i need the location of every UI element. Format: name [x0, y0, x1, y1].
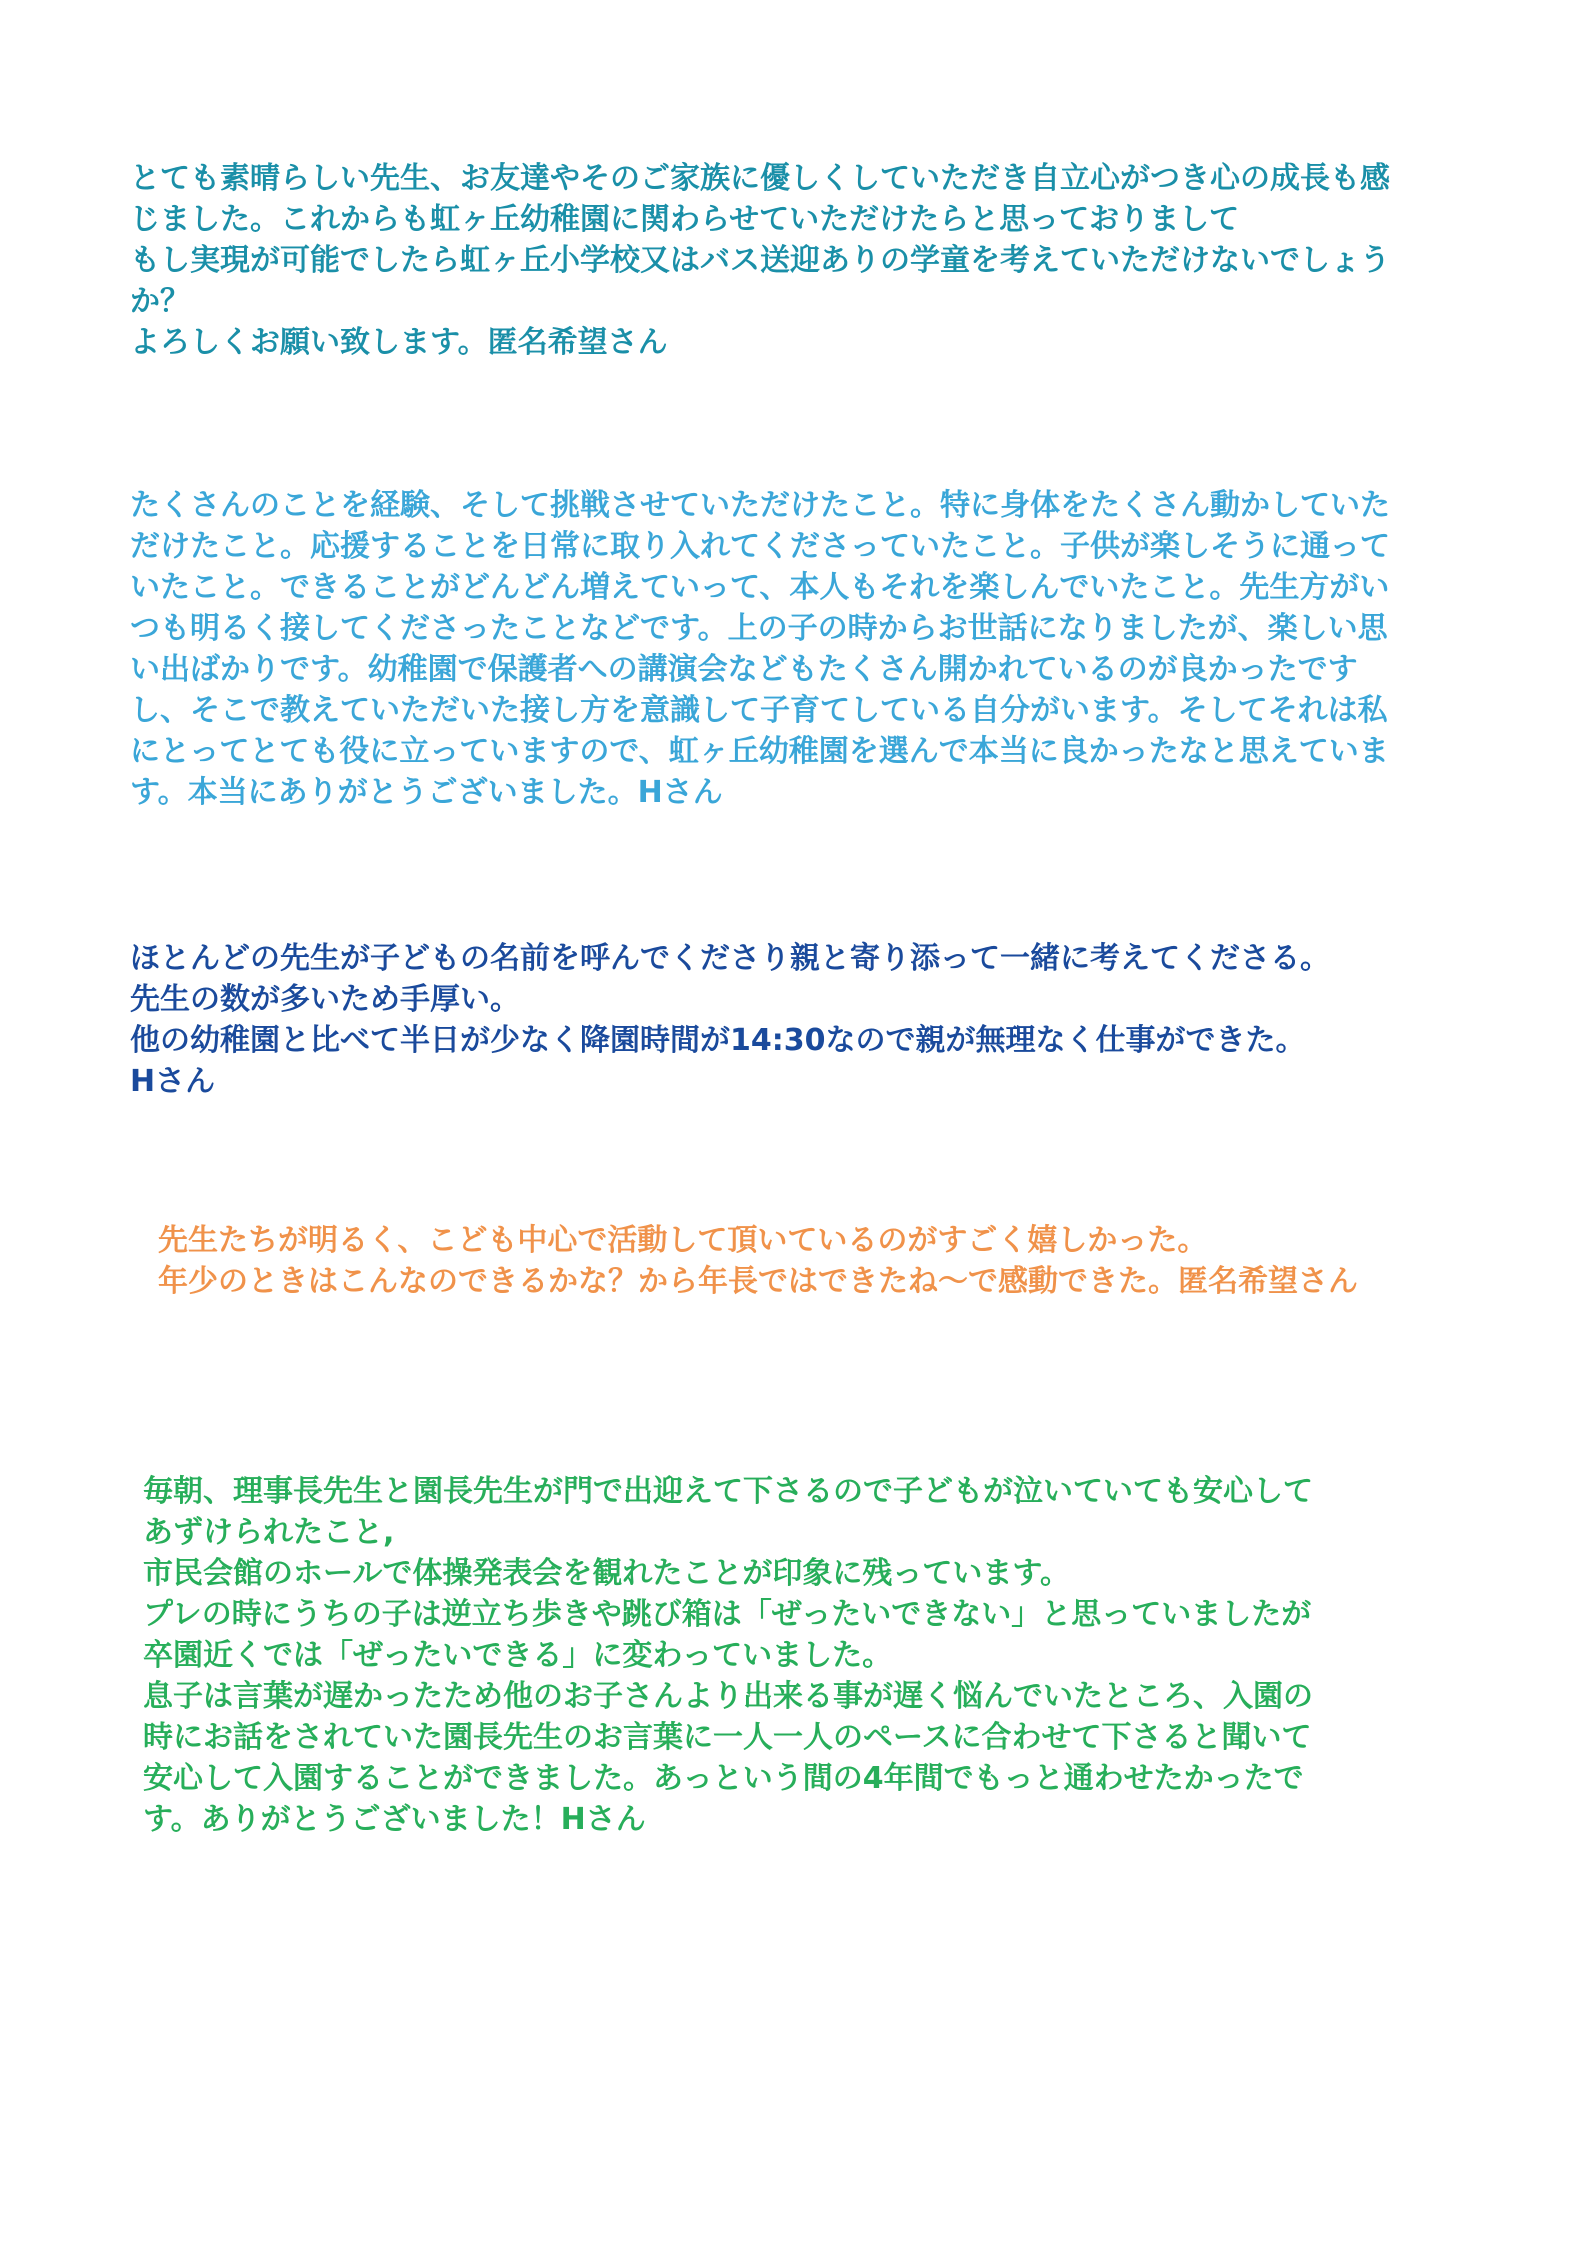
- message-line: とても素晴らしい先生、お友達やそのご家族に優しくしていただき自立心がつき心の成長も感: [130, 161, 1390, 196]
- message-line: か？: [130, 284, 190, 319]
- message-line: 年少のときはこんなのできるかな？から年長ではできたね〜で感動できた。匿名希望さん: [158, 1264, 1358, 1299]
- message-block-3: [130, 938, 1330, 1102]
- message-line: い出ばかりです。幼稚園で保護者への講演会などもたくさん開かれているのが良かったです: [130, 652, 1358, 687]
- message-line: 毎朝、理事長先生と園長先生が門で出迎えて下さるので子どもが泣いていても安心して: [143, 1474, 1313, 1509]
- message-line: プレの時にうちの子は逆立ち歩きや跳び箱は「ぜったいできない」と思っていましたが: [143, 1597, 1312, 1632]
- message-line: す。ありがとうございました！Hさん: [143, 1802, 646, 1837]
- message-line: 時にお話をされていた園長先生のお言葉に一人一人のペースに合わせて下さると聞いて: [143, 1720, 1312, 1755]
- message-line: あずけられたこと,: [143, 1515, 395, 1550]
- message-line: つも明るく接してくださったことなどです。上の子の時からお世話になりましたが、楽しい思: [130, 611, 1388, 646]
- message-line: ほとんどの先生が子どもの名前を呼んでくださり親と寄り添って一緒に考えてくださる。: [130, 941, 1330, 976]
- message-line: 安心して入園することができました。あっという間の4年間でもっと通わせたかったで: [143, 1761, 1304, 1796]
- message-line: もし実現が可能でしたら虹ヶ丘小学校又はバス送迎ありの学童を考えていただけないでしょう: [130, 243, 1390, 278]
- message-line: 他の幼稚園と比べて半日が少なく降園時間が14:30なので親が無理なく仕事ができた。: [130, 1023, 1306, 1058]
- message-line: よろしくお願い致します。匿名希望さん: [130, 325, 668, 360]
- message-line: 先生たちが明るく、こども中心で活動して頂いているのがすごく嬉しかった。: [158, 1223, 1208, 1258]
- message-line: し、そこで教えていただいた接し方を意識して子育てしている自分がいます。そしてそれは私: [130, 693, 1388, 728]
- message-line: にとってとても役に立っていますので、虹ヶ丘幼稚園を選んで本当に良かったなと思えていま: [130, 734, 1389, 769]
- message-block-5: [143, 1471, 1313, 1840]
- message-line: Hさん: [130, 1064, 216, 1099]
- message-line: す。本当にありがとうございました。Hさん: [130, 775, 723, 810]
- message-line: 市民会館のホールで体操発表会を観れたことが印象に残っています。: [143, 1556, 1070, 1591]
- message-line: じました。これからも虹ヶ丘幼稚園に関わらせていただけたらと思っておりまして: [130, 202, 1240, 237]
- message-line: 卒園近くでは「ぜったいできる」に変わっていました。: [143, 1638, 893, 1673]
- message-line: 息子は言葉が遅かったため他のお子さんより出来る事が遅く悩んでいたところ、入園の: [143, 1679, 1313, 1714]
- message-line: いたこと。できることがどんどん増えていって、本人もそれを楽しんでいたこと。先生方がい: [130, 570, 1390, 605]
- message-block-4: [158, 1220, 1358, 1302]
- message-line: たくさんのことを経験、そして挑戦させていただけたこと。特に身体をたくさん動かしていた: [130, 488, 1390, 523]
- message-block-1: [130, 158, 1390, 363]
- message-line: 先生の数が多いため手厚い。: [130, 982, 520, 1017]
- message-block-2: [130, 485, 1390, 813]
- message-line: だけたこと。応援することを日常に取り入れてくださっていたこと。子供が楽しそうに通って: [130, 529, 1390, 564]
